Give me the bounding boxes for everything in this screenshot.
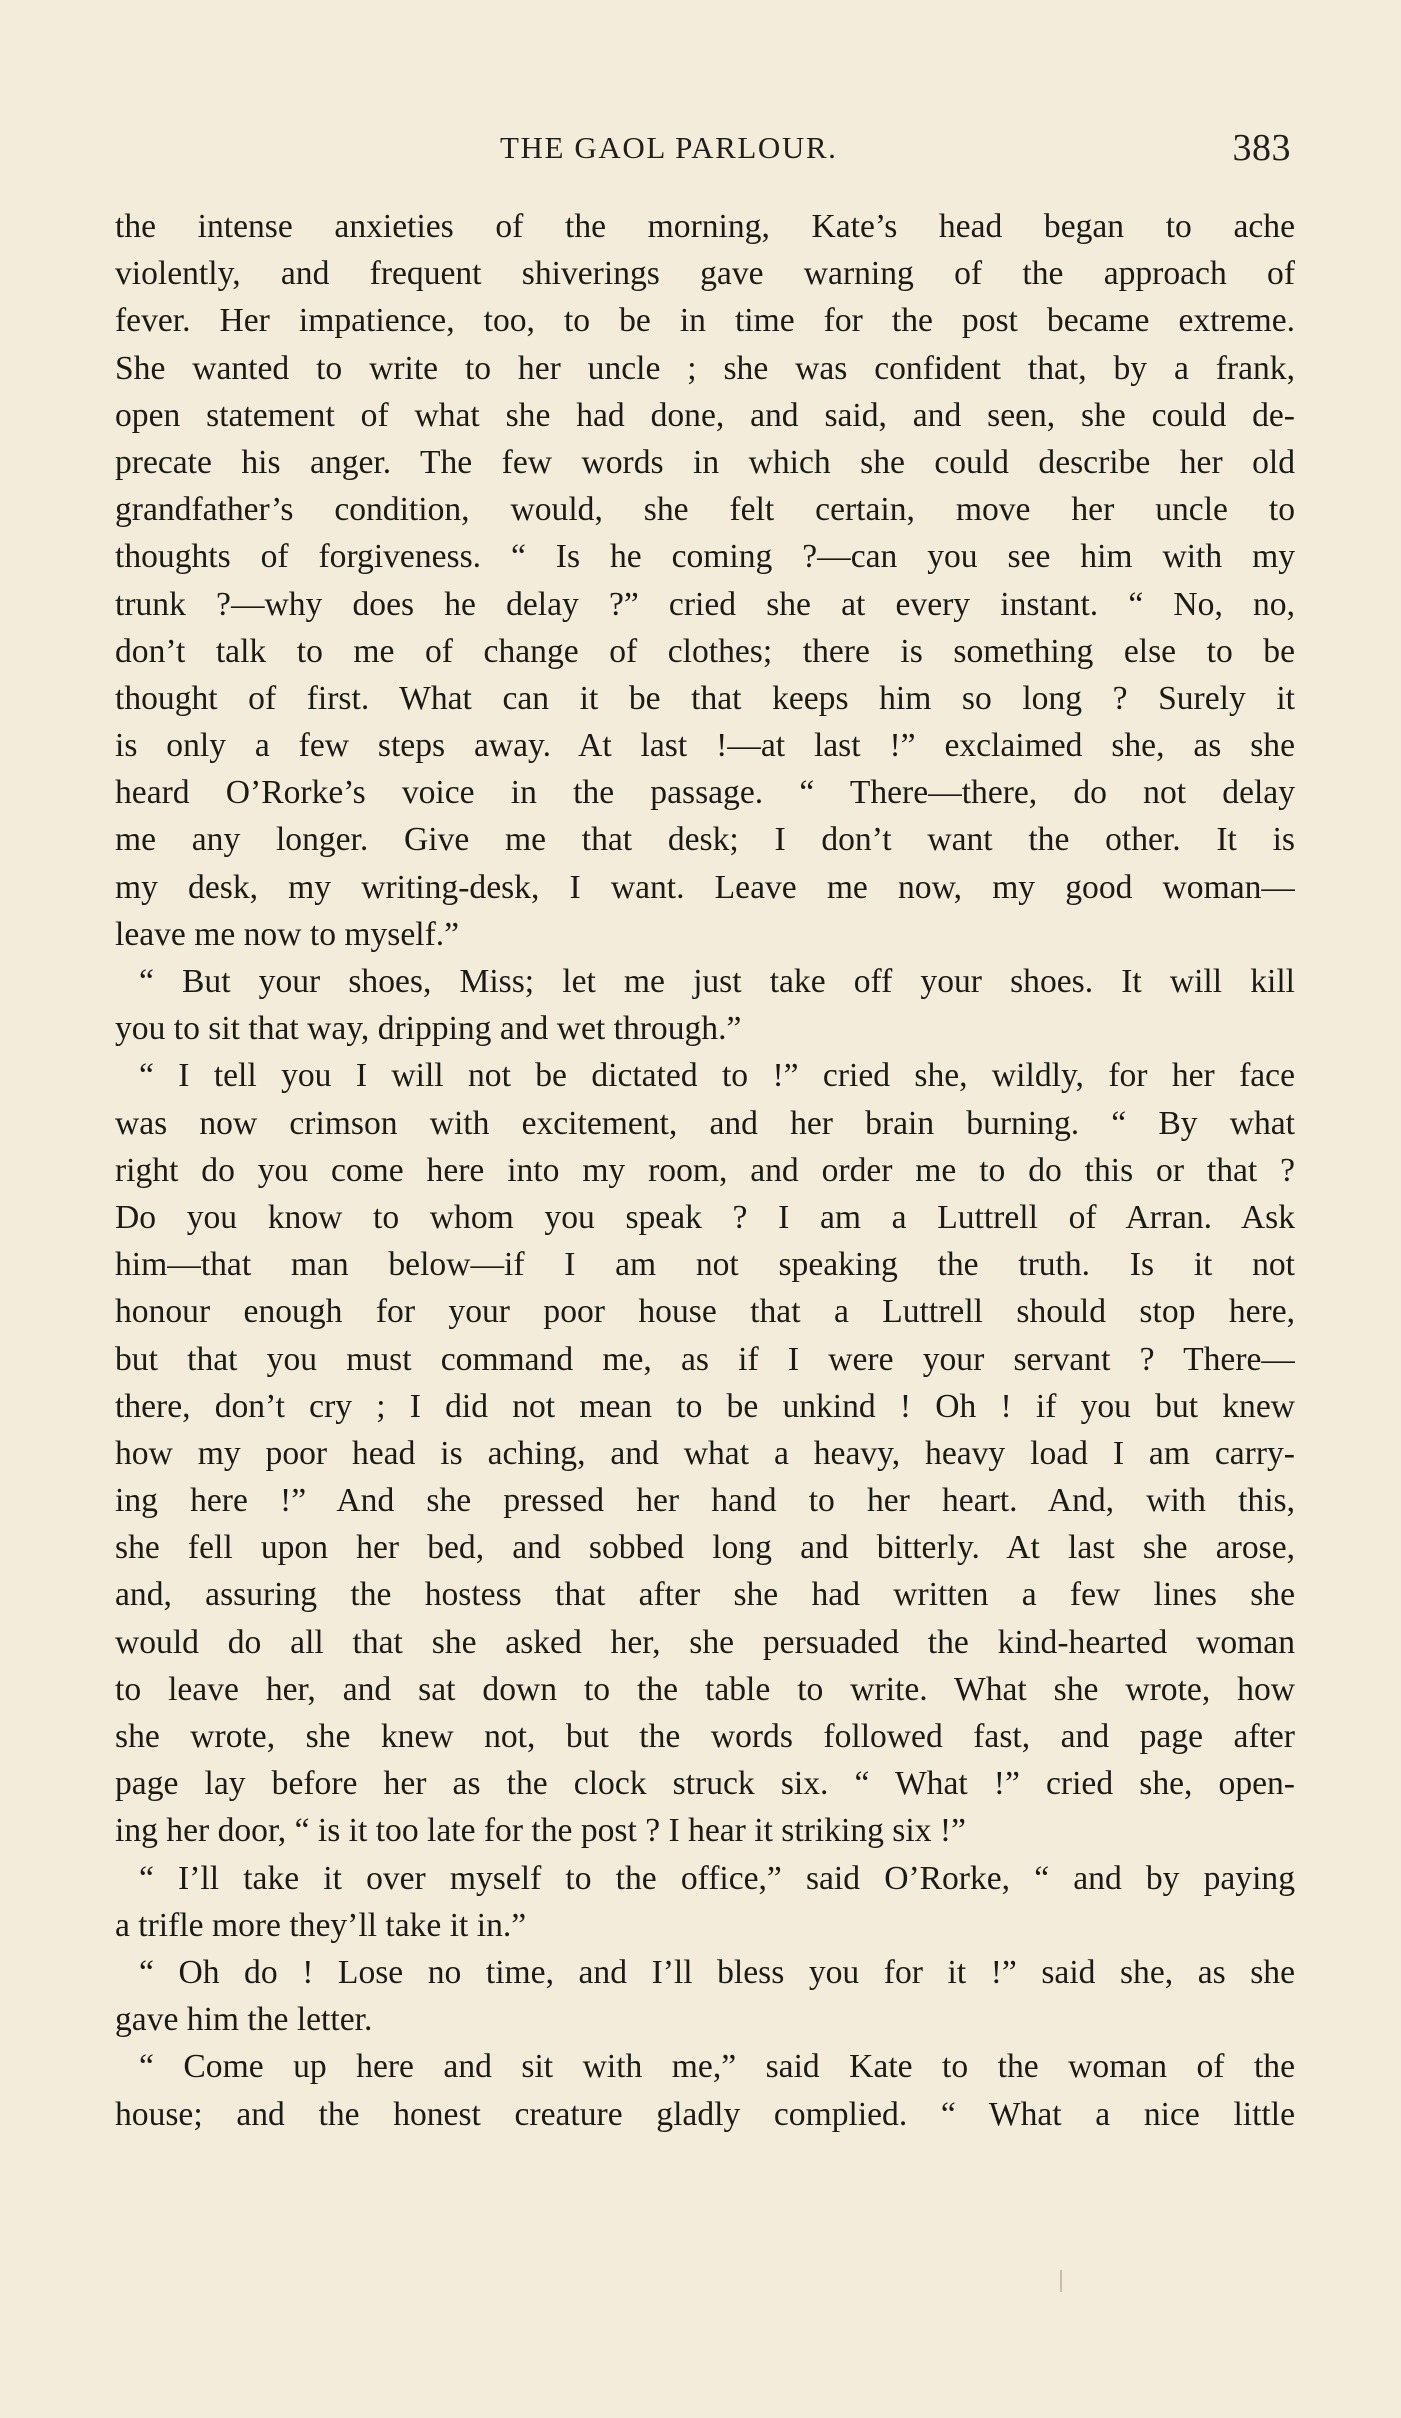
- text-line: don’t talk to me of change of clothes; there is something else to be: [115, 632, 1295, 670]
- text-line: “ Oh do ! Lose no time, and I’ll bless you for it !” said she, as she: [139, 1953, 1295, 1991]
- text-line: “ Come up here and sit with me,” said Kate to the woman of the: [139, 2048, 1295, 2086]
- text-line: would do all that she asked her, she persuaded the kind-hearted woman: [115, 1623, 1295, 1661]
- text-line: house; and the honest creature gladly complied. “ What a nice little: [115, 2095, 1295, 2133]
- text-line: there, don’t cry ; I did not mean to be unkind ! Oh ! if you but knew: [115, 1387, 1295, 1425]
- text-line: trunk ?—why does he delay ?” cried she at every instant. “ No, no,: [115, 585, 1295, 623]
- text-line: She wanted to write to her uncle ; she was confident that, by a frank,: [115, 349, 1295, 387]
- text-line: a trifle more they’ll take it in.”: [115, 1906, 527, 1944]
- text-line: open statement of what she had done, and said, and seen, she could de-: [115, 396, 1295, 434]
- text-line: you to sit that way, dripping and wet through.”: [115, 1010, 742, 1048]
- text-line: how my poor head is aching, and what a heavy, heavy load I am carry-: [115, 1434, 1295, 1472]
- text-line: is only a few steps away. At last !—at last !” exclaimed she, as she: [115, 727, 1295, 765]
- text-line: “ I tell you I will not be dictated to !” cried she, wildly, for her face: [139, 1057, 1295, 1095]
- running-title: THE GAOL PARLOUR.: [500, 130, 838, 165]
- text-line: ing her door, “ is it too late for the post ? I hear it striking six !”: [115, 1812, 966, 1850]
- text-line: leave me now to myself.”: [115, 915, 460, 953]
- text-line: but that you must command me, as if I were your servant ? There—: [115, 1340, 1295, 1378]
- text-line: was now crimson with excitement, and her brain burning. “ By what: [115, 1104, 1295, 1142]
- page-number: 383: [1232, 127, 1291, 169]
- text-line: ing here !” And she pressed her hand to her heart. And, with this,: [115, 1482, 1295, 1520]
- text-line: “ But your shoes, Miss; let me just take off your shoes. It will kill: [139, 963, 1295, 1000]
- text-line: she fell upon her bed, and sobbed long and bitterly. At last she arose,: [115, 1529, 1295, 1567]
- text-line: honour enough for your poor house that a Luttrell should stop here,: [115, 1293, 1295, 1331]
- text-line: “ I’ll take it over myself to the office,” said O’Rorke, “ and by paying: [139, 1859, 1295, 1897]
- text-line: page lay before her as the clock struck six. “ What !” cried she, open-: [115, 1765, 1295, 1803]
- body-text: [115, 203, 1295, 2138]
- text-line: thought of first. What can it be that keeps him so long ? Surely it: [115, 679, 1295, 717]
- text-line: Do you know to whom you speak ? I am a Luttrell of Arran. Ask: [115, 1198, 1295, 1236]
- text-line: thoughts of forgiveness. “ Is he coming ?—can you see him with my: [115, 538, 1295, 576]
- text-line: she wrote, she knew not, but the words followed fast, and page after: [115, 1718, 1295, 1755]
- text-line: gave him the letter.: [115, 2001, 373, 2039]
- text-line: fever. Her impatience, too, to be in time for the post became extreme.: [115, 302, 1295, 340]
- text-line: the intense anxieties of the morning, Kate’s head began to ache: [115, 208, 1295, 245]
- text-line: violently, and frequent shiverings gave warning of the approach of: [115, 255, 1295, 293]
- text-line: my desk, my writing-desk, I want. Leave me now, my good woman—: [115, 868, 1295, 906]
- page-header: [0, 127, 1401, 170]
- text-line: heard O’Rorke’s voice in the passage. “ There—there, do not delay: [115, 774, 1295, 812]
- text-line: grandfather’s condition, would, she felt certain, move her uncle to: [115, 491, 1295, 529]
- text-line: right do you come here into my room, and order me to do this or that ?: [115, 1151, 1295, 1189]
- text-line: him—that man below—if I am not speaking the truth. Is it not: [115, 1246, 1295, 1284]
- paper-mark: [1060, 2270, 1062, 2292]
- text-line: precate his anger. The few words in which she could describe her old: [115, 443, 1295, 481]
- text-line: and, assuring the hostess that after she had written a few lines she: [115, 1576, 1295, 1614]
- text-line: to leave her, and sat down to the table to write. What she wrote, how: [115, 1670, 1295, 1708]
- text-line: me any longer. Give me that desk; I don’t want the other. It is: [115, 821, 1295, 859]
